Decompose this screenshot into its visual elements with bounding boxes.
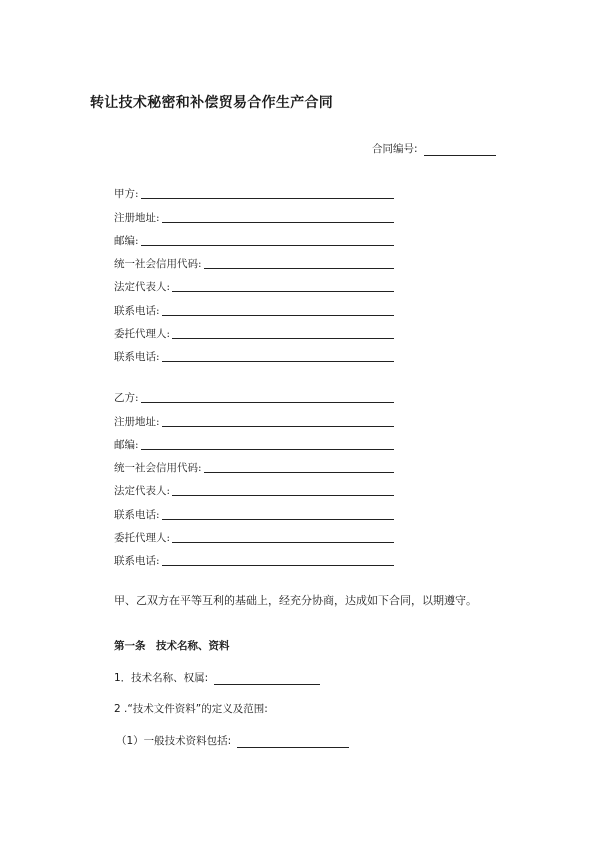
party-b-field-row xyxy=(114,405,394,428)
party-a-field-row xyxy=(114,201,394,224)
field-label: 甲方: xyxy=(114,188,139,201)
clause-item-1 xyxy=(114,670,320,685)
party-b-field-row xyxy=(114,545,394,568)
clause-item-2-text: 2 .“技术文件资料”的定义及范围: xyxy=(114,703,268,715)
fill-line xyxy=(172,482,394,496)
party-b-field-row xyxy=(114,475,394,498)
field-label: 联系电话: xyxy=(114,555,160,568)
field-label: 委托代理人: xyxy=(114,328,171,341)
field-label: 注册地址: xyxy=(114,415,160,428)
field-label: 统一社会信用代码: xyxy=(114,462,202,475)
field-label: 邮编: xyxy=(114,438,139,451)
contract-number-blank xyxy=(424,143,496,156)
fill-line xyxy=(141,185,394,199)
fill-line xyxy=(172,529,394,543)
field-label: 法定代表人: xyxy=(114,281,171,294)
party-a-field-row xyxy=(114,225,394,248)
fill-line xyxy=(162,348,394,362)
field-label: 联系电话: xyxy=(114,351,160,364)
party-a-field-row xyxy=(114,294,394,317)
clause-item-3 xyxy=(116,733,349,748)
preamble-paragraph: 甲、乙双方在平等互利的基础上，经充分协商，达成如下合同，以期遵守。 xyxy=(114,594,477,607)
field-label: 统一社会信用代码: xyxy=(114,258,202,271)
clause-item-3-text: （1）一般技术资料包括: xyxy=(116,735,232,747)
fill-line xyxy=(141,436,394,450)
party-b-field-row xyxy=(114,452,394,475)
field-label: 联系电话: xyxy=(114,508,160,521)
party-a-field-row xyxy=(114,178,394,201)
fill-line xyxy=(204,255,394,269)
field-label: 联系电话: xyxy=(114,304,160,317)
party-a-field-row xyxy=(114,318,394,341)
field-label: 邮编: xyxy=(114,234,139,247)
fill-line xyxy=(141,232,394,246)
section-heading: 第一条 技术名称、资料 xyxy=(114,640,230,652)
fill-line xyxy=(141,389,394,403)
fill-line xyxy=(214,672,320,685)
party-a-field-row xyxy=(114,341,394,364)
fill-line xyxy=(162,413,394,427)
fill-line xyxy=(172,325,394,339)
fill-line xyxy=(162,552,394,566)
fill-line xyxy=(172,278,394,292)
party-b-field-row xyxy=(114,522,394,545)
party-a-block xyxy=(114,178,394,364)
clause-item-2 xyxy=(114,701,268,716)
field-label: 注册地址: xyxy=(114,211,160,224)
fill-line xyxy=(237,735,349,748)
contract-number xyxy=(372,141,496,156)
contract-number-label: 合同编号: xyxy=(372,143,418,155)
fill-line xyxy=(162,506,394,520)
party-b-block xyxy=(114,382,394,568)
fill-line xyxy=(204,459,394,473)
field-label: 法定代表人: xyxy=(114,485,171,498)
clause-item-1-text: 1．技术名称、权属: xyxy=(114,672,209,684)
party-b-field-row xyxy=(114,382,394,405)
party-a-field-row xyxy=(114,271,394,294)
fill-line xyxy=(162,302,394,316)
field-label: 委托代理人: xyxy=(114,532,171,545)
field-label: 乙方: xyxy=(114,392,139,405)
document-title: 转让技术秘密和补偿贸易合作生产合同 xyxy=(90,95,334,111)
party-b-field-row xyxy=(114,429,394,452)
party-b-field-row xyxy=(114,498,394,521)
party-a-field-row xyxy=(114,248,394,271)
fill-line xyxy=(162,209,394,223)
